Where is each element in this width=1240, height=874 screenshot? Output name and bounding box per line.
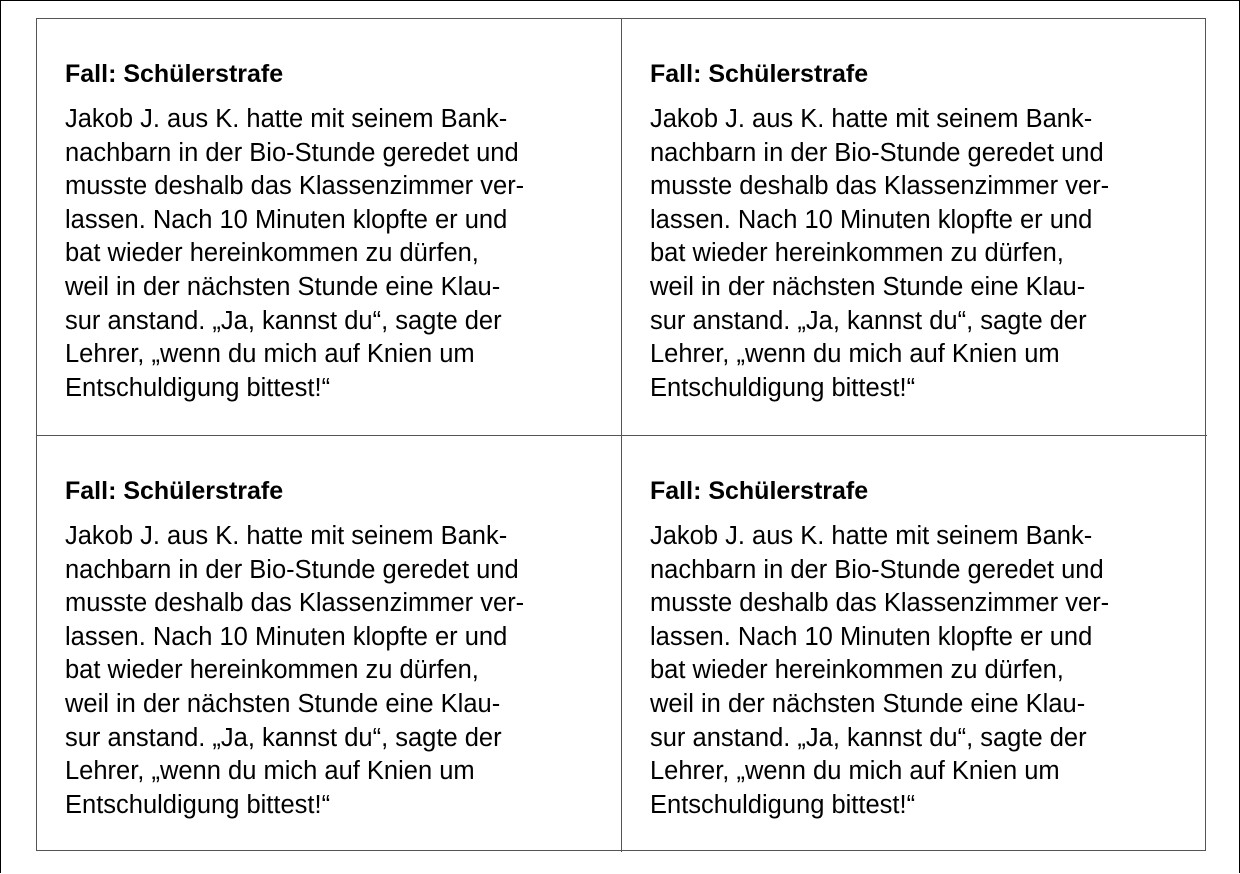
- case-card: [622, 19, 1207, 436]
- body-line: weil in der nächsten Stunde eine Klau-: [650, 272, 1086, 301]
- card-title: Fall: Schülerstrafe: [650, 477, 869, 505]
- card-grid: [36, 18, 1206, 851]
- card-body: [650, 520, 1187, 822]
- card-body: [65, 103, 601, 405]
- body-line: Lehrer, „wenn du mich auf Knien um: [65, 340, 475, 369]
- body-line: Jakob J. aus K. hatte mit seinem Bank-: [65, 522, 508, 550]
- body-line: Jakob J. aus K. hatte mit seinem Bank-: [650, 522, 1093, 550]
- body-line: Lehrer, „wenn du mich auf Knien um: [65, 757, 475, 786]
- body-line: Lehrer, „wenn du mich auf Knien um: [650, 340, 1060, 369]
- card-title: Fall: Schülerstrafe: [65, 60, 284, 88]
- body-line: lassen. Nach 10 Minuten klopfte er und: [65, 205, 508, 234]
- body-line: Lehrer, „wenn du mich auf Knien um: [650, 757, 1060, 786]
- card-body: [650, 103, 1187, 405]
- body-line: sur anstand. „Ja, kannst du“, sagte der: [65, 306, 502, 335]
- body-line: lassen. Nach 10 Minuten klopfte er und: [650, 205, 1093, 234]
- card-title: Fall: Schülerstrafe: [65, 477, 284, 505]
- case-card: [622, 436, 1207, 852]
- body-line: Entschuldigung bittest!“: [65, 790, 331, 819]
- body-line: nachbarn in der Bio-Stunde geredet und: [650, 555, 1104, 584]
- body-line: bat wieder hereinkommen zu dürfen,: [65, 239, 479, 268]
- card-title: Fall: Schülerstrafe: [650, 60, 869, 88]
- body-line: lassen. Nach 10 Minuten klopfte er und: [650, 622, 1093, 651]
- case-card: [37, 19, 622, 436]
- body-line: musste deshalb das Klassenzimmer ver-: [650, 589, 1110, 618]
- body-line: musste deshalb das Klassenzimmer ver-: [65, 589, 525, 618]
- body-line: Entschuldigung bittest!“: [650, 373, 916, 402]
- body-line: bat wieder hereinkommen zu dürfen,: [650, 656, 1064, 685]
- body-line: Entschuldigung bittest!“: [650, 790, 916, 819]
- body-line: lassen. Nach 10 Minuten klopfte er und: [65, 622, 508, 651]
- body-line: weil in der nächsten Stunde eine Klau-: [65, 689, 501, 718]
- body-line: musste deshalb das Klassenzimmer ver-: [650, 172, 1110, 201]
- body-line: nachbarn in der Bio-Stunde geredet und: [65, 138, 519, 167]
- body-line: nachbarn in der Bio-Stunde geredet und: [65, 555, 519, 584]
- body-line: sur anstand. „Ja, kannst du“, sagte der: [650, 306, 1087, 335]
- body-line: sur anstand. „Ja, kannst du“, sagte der: [65, 723, 502, 752]
- body-line: Jakob J. aus K. hatte mit seinem Bank-: [65, 105, 508, 133]
- case-card: [37, 436, 622, 852]
- body-line: Entschuldigung bittest!“: [65, 373, 331, 402]
- body-line: nachbarn in der Bio-Stunde geredet und: [650, 138, 1104, 167]
- body-line: bat wieder hereinkommen zu dürfen,: [65, 656, 479, 685]
- body-line: weil in der nächsten Stunde eine Klau-: [650, 689, 1086, 718]
- body-line: bat wieder hereinkommen zu dürfen,: [650, 239, 1064, 268]
- body-line: Jakob J. aus K. hatte mit seinem Bank-: [650, 105, 1093, 133]
- body-line: weil in der nächsten Stunde eine Klau-: [65, 272, 501, 301]
- body-line: sur anstand. „Ja, kannst du“, sagte der: [650, 723, 1087, 752]
- body-line: musste deshalb das Klassenzimmer ver-: [65, 172, 525, 201]
- card-body: [65, 520, 601, 822]
